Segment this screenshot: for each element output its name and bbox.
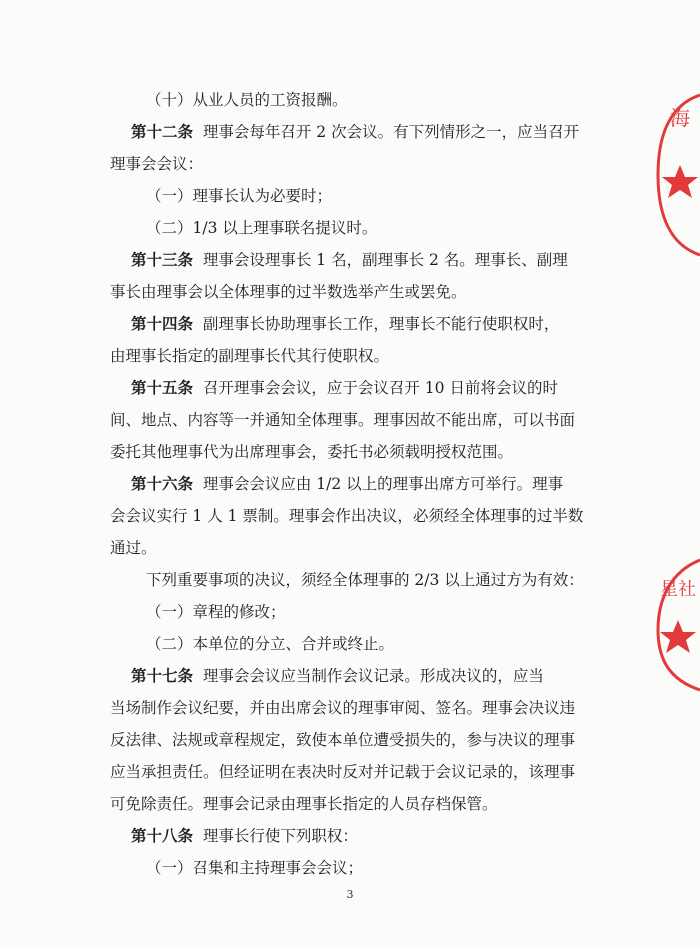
page-number: 3 [346, 888, 354, 901]
article-continuation: 间、地点、内容等一并通知全体理事。理事因故不能出席，可以书面 [110, 411, 576, 429]
article-text: 理事会会议应由 1/2 以上的理事出席方可举行。理事 [202, 475, 564, 493]
article-continuation: 可免除责任。理事会记录由理事长指定的人员存档保管。 [110, 795, 498, 813]
star-icon [662, 165, 698, 198]
clause-line: （十）从业人员的工资报酬。 [146, 91, 348, 109]
article-text: 理事会会议应当制作会议记录。形成决议的，应当 [202, 667, 544, 685]
article-heading: 第十三条 [131, 250, 194, 269]
article-continuation: 通过。 [110, 539, 157, 557]
article-continuation: 当场制作会议纪要，并由出席会议的理事审阅、签名。理事会决议违 [110, 699, 576, 717]
article-heading: 第十七条 [131, 666, 194, 685]
article-12 [131, 116, 700, 148]
star-icon [660, 620, 696, 653]
article-text: 理事会设理事长 1 名，副理事长 2 名。理事长、副理 [202, 251, 568, 269]
article-continuation: 会会议实行 1 人 1 票制。理事会作出决议，必须经全体理事的过半数 [110, 507, 584, 525]
article-continuation: 委托其他理事代为出席理事会，委托书必须载明授权范围。 [110, 443, 514, 461]
article-continuation: 反法律、法规或章程规定，致使本单位遭受损失的，参与决议的理事 [110, 731, 576, 749]
clause-line: （一）理事长认为必要时； [146, 187, 333, 205]
article-text: 召开理事会会议，应于会议召开 10 日前将会议的时 [202, 379, 558, 397]
article-text: 理事长行使下列职权： [202, 827, 358, 845]
clause-line: （一）章程的修改； [146, 603, 286, 621]
article-16 [131, 468, 700, 500]
article-heading: 第十八条 [131, 826, 194, 845]
article-13 [131, 244, 700, 276]
article-17 [131, 660, 700, 692]
article-continuation: 应当承担责任。但经证明在表决时反对并记载于会议记录的，该理事 [110, 763, 576, 781]
article-heading: 第十二条 [131, 122, 194, 141]
article-heading: 第十五条 [131, 378, 194, 397]
article-continuation: 事长由理事会以全体理事的过半数选举产生或罢免。 [110, 283, 467, 301]
article-text: 副理事长协助理事长工作，理事长不能行使职权时， [202, 315, 560, 333]
seal-fragment-bottom [648, 560, 700, 690]
article-continuation: 理事会会议： [110, 155, 204, 173]
clause-line: （二）1/3 以上理事联名提议时。 [146, 219, 378, 237]
article-text: 理事会每年召开 2 次会议。有下列情形之一，应当召开 [202, 123, 580, 141]
article-18 [131, 820, 700, 852]
seal-text: 星社 [660, 579, 696, 600]
paragraph-line: 下列重要事项的决议，须经全体理事的 2/3 以上通过方为有效： [146, 571, 584, 589]
article-heading: 第十六条 [131, 474, 194, 493]
seal-text: 海 [670, 106, 690, 130]
article-heading: 第十四条 [131, 314, 194, 333]
article-continuation: 由理事长指定的副理事长代其行使职权。 [110, 347, 390, 365]
clause-line: （一）召集和主持理事会会议； [146, 859, 364, 877]
article-14 [131, 308, 700, 340]
article-15 [131, 372, 700, 404]
seal-fragment-top [650, 95, 700, 255]
clause-line: （二）本单位的分立、合并或终止。 [146, 635, 395, 653]
